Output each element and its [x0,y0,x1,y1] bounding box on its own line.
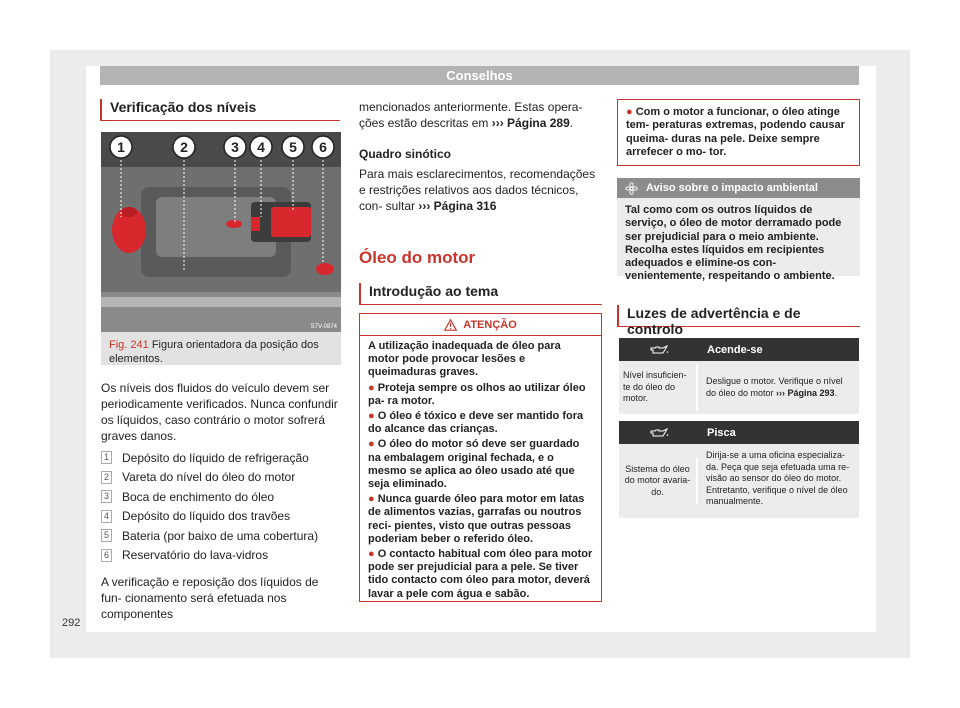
warning-triangle-icon [444,319,457,331]
figure-caption-text: Figura orientadora da posição dos elementos. [109,339,319,365]
table-header [619,338,859,361]
outro-paragraph: A verificação e reposição dos líquidos de fun- cionamento será efetuada nos componentes [101,575,319,621]
intro-paragraph: Os níveis dos fluidos do veículo devem ser periodicamente verificados. Nunca confundir os líquidos, caso contrário o motor sofrerá graves danos. [101,381,338,443]
page-number: 292 [62,617,81,629]
environment-title-text: Aviso sobre o impacto ambiental [646,182,818,194]
legend-text: Vareta do nível do óleo do motor [122,470,296,485]
callout-3: 3 [231,139,239,155]
legend-number: 3 [101,490,112,503]
legend-list [101,448,341,565]
callout-2: 2 [180,139,188,155]
table-cell-condition: Nível insuficien- te do óleo do motor. [619,364,698,411]
legend-item [101,526,341,546]
legend-text: Depósito do líquido de refrigeração [122,450,309,465]
warning-light-table-on [619,338,859,414]
table-cell-condition: Sistema do óleo do motor avaria- do. [619,458,698,505]
legend-item [101,507,341,527]
figure-number: Fig. 241 [109,339,149,351]
caution-note-text: Com o motor a funcionar, o óleo atinge tem- peraturas extremas, podendo causar queima- duras na pele. Deixe sempre arrefecer o mo- tor. [626,106,845,158]
warning-title-text: ATENÇÃO [463,318,517,331]
legend-number: 5 [101,529,112,542]
legend-item [101,487,341,507]
table-row [619,444,859,518]
warning-title [360,314,601,336]
legend-item [101,468,341,488]
warning-bullet: ● Nunca guarde óleo para motor em latas de alimentos vazias, garrafas ou noutros reci- pientes, visto que outras pessoas poderiam beber o referido óleo. [368,493,585,545]
table-header-label: Acende-se [707,343,763,356]
section-title-intro: Introdução ao tema [359,283,602,305]
callout-4: 4 [257,139,265,155]
legend-number: 6 [101,549,112,562]
legend-text: Depósito do líquido dos travões [122,509,291,524]
subheading-overview: Quadro sinótico [359,147,452,161]
oil-can-icon [619,421,698,444]
technical-data-paragraph [359,166,602,214]
chapter-heading-engine-oil: Óleo do motor [359,248,476,267]
figure-caption [109,338,335,366]
figure-code: S7V-0874 [310,324,337,330]
legend-text: Boca de enchimento do óleo [122,489,275,504]
table-header [619,421,859,444]
section-title-levels: Verificação dos níveis [100,99,340,121]
page-link-316[interactable]: ››› Página 316 [418,199,497,213]
technical-data-text: Para mais esclarecimentos, recomendações e restrições relativos aos dados técnicos, con- sultar [359,167,596,213]
legend-item [101,546,341,566]
warning-bullet: ● O óleo do motor só deve ser guardado na embalagem original fechada, e o mesmo se aplica ao óleo usado até que seja eliminado. [368,438,580,491]
callout-5: 5 [289,139,297,155]
legend-number: 2 [101,471,112,484]
warning-bullet: ● O óleo é tóxico e deve ser mantido fora do alcance das crianças. [368,410,584,436]
legend-text: Reservatório do lava-vidros [122,548,269,563]
legend-text: Bateria (por baixo de uma cobertura) [122,528,319,543]
page-link-293[interactable]: ››› Página 293 [776,387,835,398]
legend-item [101,448,341,468]
callout-1: 1 [117,139,125,155]
warning-bullet: ● Proteja sempre os olhos ao utilizar óleo pa- ra motor. [368,381,586,407]
environment-box [617,178,860,283]
page-link-289[interactable]: ››› Página 289 [491,116,570,130]
section-title-warning-lights: Luzes de advertência e de controlo [617,305,860,327]
legend-number: 4 [101,510,112,523]
continued-paragraph: mencionados anteriormente. Estas opera- ções estão descritas em ››› Página 289. [359,100,583,130]
warning-light-table-flashing [619,421,859,518]
chapter-header: Conselhos [100,66,859,85]
environment-title [617,178,860,198]
environment-flower-icon [625,182,638,195]
oil-can-icon [619,338,698,361]
caution-note: ● Com o motor a funcionar, o óleo atinge tem- peraturas extremas, podendo causar queima- duras na pele. Deixe sempre arrefecer o mo- tor. [617,99,860,166]
legend-number: 1 [101,451,112,464]
table-cell-action: Dirija-se a uma oficina especializa- da. Peça que seja efetuada uma re- visão ao sensor do óleo do motor. Entretanto, verifique o nível de óleo manualmente. [706,450,850,506]
callout-6: 6 [319,139,327,155]
warning-content [360,336,601,607]
engine-bay-photo [101,132,341,332]
warning-bullet: ● O contacto habitual com óleo para motor pode ser prejudicial para a pele. Se tiver tido contacto com óleo para motor, deverá lavar a pele com água e sabão. [368,548,593,600]
continued-text: mencionados anteriormente. Estas opera- ções estão descritas em [359,100,583,130]
figure-engine-bay [101,132,341,365]
warning-intro: A utilização inadequada de óleo para motor pode provocar lesões e queimaduras graves. [368,340,561,379]
table-cell-action: Desligue o motor. Verifique o nível do óleo do motor ››› Página 293. [706,376,843,398]
table-row [619,361,859,414]
warning-box [359,313,602,602]
environment-text: Tal como com os outros líquidos de serviço, o óleo de motor derramado pode ser prejudicial para o meio ambiente. Recolha estes líquidos em recipientes adequados e elimine-os con- venientemente, respeitando o ambiente. [625,204,842,283]
table-header-label: Pisca [707,426,736,439]
